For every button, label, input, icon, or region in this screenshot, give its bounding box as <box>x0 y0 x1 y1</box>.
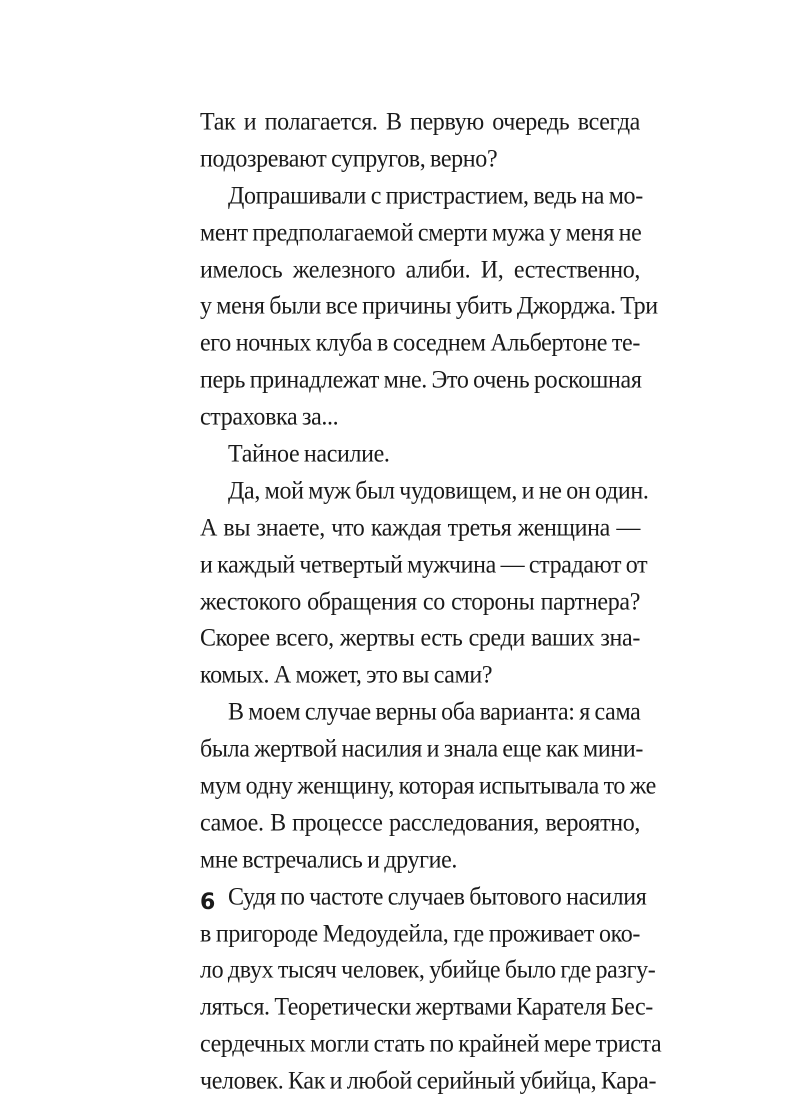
text-line: Тайное насилие. <box>228 440 390 468</box>
text-line: сердечных могли стать по крайней мере триста <box>200 1030 662 1058</box>
text-line: самое. В процессе расследования, вероятно, <box>200 809 640 837</box>
text-line: подозревают супругов, верно? <box>200 145 498 173</box>
text-line: В моем случае верны оба варианта: я сама <box>228 698 641 726</box>
page-number: 6 <box>200 890 216 915</box>
text-line: мне встречались и другие. <box>200 846 458 874</box>
text-line: была жертвой насилия и знала еще как мини- <box>200 735 643 763</box>
text-line: имелось железного алиби. И, естественно, <box>200 256 640 284</box>
text-line: А вы знаете, что каждая третья женщина — <box>200 514 640 542</box>
text-line: жестокого обращения со стороны партнера? <box>200 588 640 616</box>
text-line: его ночных клуба в соседнем Альбертоне те- <box>200 329 640 357</box>
text-line: и каждый четвертый мужчина — страдают от <box>200 551 648 579</box>
text-line: Судя по частоте случаев бытового насилия <box>228 883 647 911</box>
text-line: страховка за... <box>200 403 339 431</box>
text-line: перь принадлежат мне. Это очень роскошная <box>200 366 642 394</box>
text-line: мум одну женщину, которая испытывала то же <box>200 772 656 800</box>
text-line: комых. А может, это вы сами? <box>200 661 493 689</box>
text-line: Да, мой муж был чудовищем, и не он один. <box>228 477 649 505</box>
text-line: ляться. Теоретически жертвами Карателя Бес- <box>200 993 653 1021</box>
text-line: Допрашивали с пристрастием, ведь на мо- <box>228 182 643 210</box>
text-line: Скорее всего, жертвы есть среди ваших зна- <box>200 624 640 652</box>
text-line: Так и полагается. В первую очередь всегда <box>200 108 640 136</box>
text-line: у меня были все причины убить Джорджа. Три <box>200 292 658 320</box>
text-line: ло двух тысяч человек, убийце было где разгу- <box>200 956 656 984</box>
body-text <box>200 104 662 1100</box>
text-line: человек. Как и любой серийный убийца, Кара- <box>200 1067 657 1095</box>
text-line: в пригороде Медоудейла, где проживает око- <box>200 920 640 948</box>
text-line: мент предполагаемой смерти мужа у меня не <box>200 219 642 247</box>
